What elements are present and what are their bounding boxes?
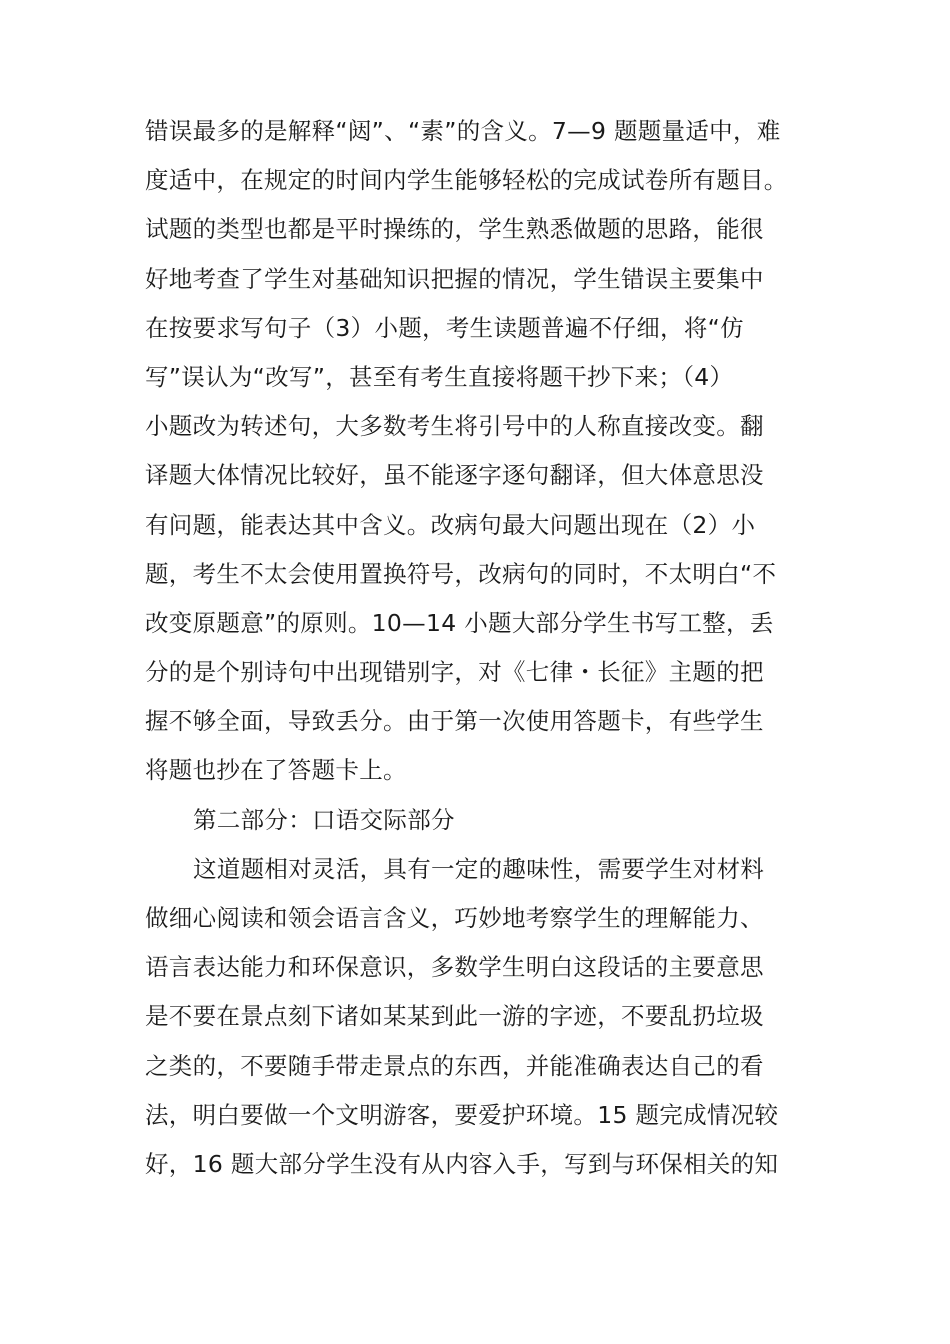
text-line: 题，考生不太会使用置换符号，改病句的同时，不太明白“不 [145, 559, 777, 588]
text-line: 将题也抄在了答题卡上。 [145, 756, 407, 785]
text-line: 写”误认为“改写”，甚至有考生直接将题干抄下来；（4） [145, 362, 734, 391]
text-line: 好地考查了学生对基础知识把握的情况，学生错误主要集中 [145, 264, 764, 293]
text-line: 试题的类型也都是平时操练的，学生熟悉做题的思路，能很 [145, 215, 764, 244]
text-line: 有问题，能表达其中含义。改病句最大问题出现在（2）小 [145, 510, 756, 539]
text-line: 是不要在景点刻下诸如某某到此一游的字迹，不要乱扔垃圾 [145, 1002, 764, 1031]
text-line: 度适中，在规定的时间内学生能够轻松的完成试卷所有题目。 [145, 166, 788, 195]
text-line: 之类的，不要随手带走景点的东西，并能准确表达自己的看 [145, 1051, 764, 1080]
text-line: 改变原题意”的原则。10—14 小题大部分学生书写工整，丢 [145, 608, 774, 637]
text-line: 错误最多的是解释“闼”、“素”的含义。7—9 题题量适中，难 [145, 117, 781, 145]
section-heading: 第二部分：口语交际部分 [193, 805, 455, 834]
text-line: 握不够全面，导致丢分。由于第一次使用答题卡，有些学生 [145, 707, 764, 736]
text-line: 分的是个别诗句中出现错别字，对《七律・长征》主题的把 [145, 658, 764, 687]
text-line: 在按要求写句子（3）小题，考生读题普遍不仔细，将“仿 [145, 313, 744, 342]
text-line: 做细心阅读和领会语言含义，巧妙地考察学生的理解能力、 [145, 904, 764, 932]
text-line: 语言表达能力和环保意识，多数学生明白这段话的主要意思 [145, 953, 764, 982]
text-line: 译题大体情况比较好，虽不能逐字逐句翻译，但大体意思没 [145, 461, 764, 490]
text-line: 好，16 题大部分学生没有从内容入手，写到与环保相关的知 [145, 1149, 779, 1178]
text-line: 这道题相对灵活，具有一定的趣味性，需要学生对材料 [193, 854, 765, 883]
text-line: 法，明白要做一个文明游客，要爱护环境。15 题完成情况较 [145, 1100, 779, 1129]
text-line: 小题改为转述句，大多数考生将引号中的人称直接改变。翻 [145, 412, 764, 441]
body-text [145, 107, 815, 1189]
